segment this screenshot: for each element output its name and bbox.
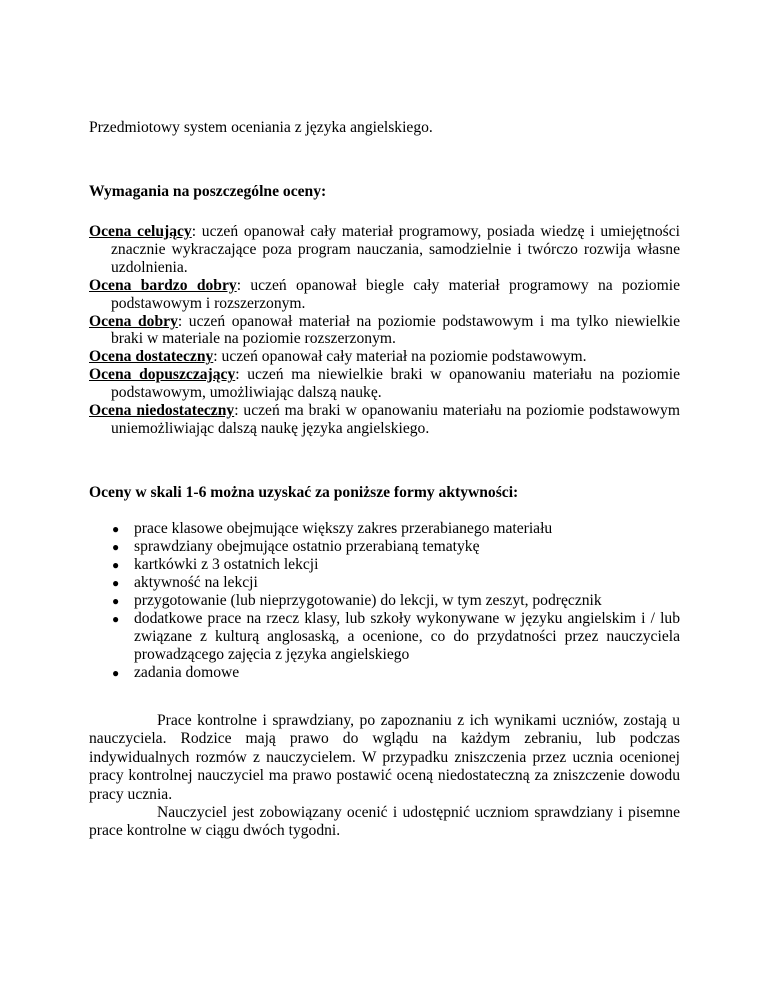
- grade-name: Ocena dobry: [89, 312, 178, 330]
- bullet-icon: ●: [112, 612, 120, 626]
- grade-description: : uczeń ma braki w opanowaniu materiału na poziomie podstawowym uniemożliwiając dalszą naukę języka angielskiego.: [111, 402, 680, 437]
- list-item: [89, 574, 680, 592]
- list-item-text: prace klasowe obejmujące większy zakres przerabianego materiału: [134, 520, 553, 537]
- grade-name: Ocena dostateczny: [89, 348, 214, 366]
- document-title: Przedmiotowy system oceniania z języka angielskiego.: [89, 119, 433, 136]
- list-item-text: przygotowanie (lub nieprzygotowanie) do lekcji, w tym zeszyt, podręcznik: [134, 592, 602, 609]
- list-item-text: zadania domowe: [134, 664, 240, 681]
- grade-requirements-list: [89, 223, 680, 438]
- activities-list: [89, 520, 680, 682]
- bullet-icon: ●: [112, 594, 120, 608]
- list-item-text: dodatkowe prace na rzecz klasy, lub szkoły wykonywane w języku angielskim i / lub związane z kulturą anglosaską, a ocenione, co do przydatności przez nauczyciela prowadzącego zajęcia z języka angielskiego: [134, 610, 680, 663]
- grade-description: : uczeń opanował materiał na poziomie podstawowym i ma tylko niewielkie braki w materiale na poziomie rozszerzonym.: [111, 312, 680, 348]
- grade-dopuszczajacy: [89, 366, 680, 402]
- grade-name: Ocena bardzo dobry: [89, 276, 237, 294]
- grade-description: : uczeń opanował cały materiał programowy, posiada wiedzę i umiejętności znacznie wykraczające poza program nauczania, samodzielnie i twórczo rozwija własne uzdolnienia.: [111, 223, 680, 276]
- grade-niedostateczny: [89, 402, 680, 438]
- bullet-icon: ●: [112, 558, 120, 572]
- grade-description: : uczeń opanował cały materiał na poziomie podstawowym.: [213, 348, 587, 366]
- list-item: [89, 538, 680, 556]
- requirements-heading: Wymagania na poszczególne oceny:: [89, 183, 327, 200]
- grade-celujacy: [89, 223, 680, 277]
- list-item-text: aktywność na lekcji: [134, 574, 258, 591]
- grade-description: : uczeń opanował biegle cały materiał programowy na poziomie podstawowym i rozszerzonym.: [111, 276, 680, 312]
- grade-name: Ocena niedostateczny: [89, 402, 235, 420]
- list-item: [89, 592, 680, 610]
- paragraph-grading-deadline: Nauczyciel jest zobowiązany ocenić i udostępnić uczniom sprawdziany i pisemne prace kontrolne w ciągu dwóch tygodni.: [89, 804, 680, 840]
- closing-paragraphs: [89, 712, 680, 841]
- grade-description: : uczeń ma niewielkie braki w opanowaniu materiału na poziomie podstawowym, umożliwiając dalszą naukę.: [111, 366, 680, 402]
- bullet-icon: ●: [112, 522, 120, 536]
- bullet-icon: ●: [112, 576, 120, 590]
- paragraph-tests-storage: Prace kontrolne i sprawdziany, po zapoznaniu z ich wynikami uczniów, zostają u nauczyciela. Rodzice mają prawo do wglądu na każdym zebraniu, lub podczas indywidualnych rozmów z nauczycielem. W przypadku zniszczenia przez ucznia ocenionej pracy kontrolnej nauczyciel ma prawo postawić oceną niedostateczną za zniszczenie dowodu pracy ucznia.: [89, 712, 680, 803]
- list-item: [89, 664, 680, 682]
- list-item: [89, 610, 680, 664]
- bullet-icon: ●: [112, 666, 120, 680]
- bullet-icon: ●: [112, 540, 120, 554]
- grade-dobry: [89, 313, 680, 349]
- grade-name: Ocena dopuszczający: [89, 366, 236, 384]
- grade-dostateczny: [89, 348, 680, 366]
- list-item: [89, 520, 680, 538]
- list-item: [89, 556, 680, 574]
- grade-name: Ocena celujący: [89, 223, 192, 240]
- list-item-text: kartkówki z 3 ostatnich lekcji: [134, 556, 319, 573]
- list-item-text: sprawdziany obejmujące ostatnio przerabianą tematykę: [134, 538, 480, 555]
- grade-bardzo-dobry: [89, 277, 680, 313]
- activities-heading: Oceny w skali 1-6 można uzyskać za poniższe formy aktywności:: [89, 484, 519, 501]
